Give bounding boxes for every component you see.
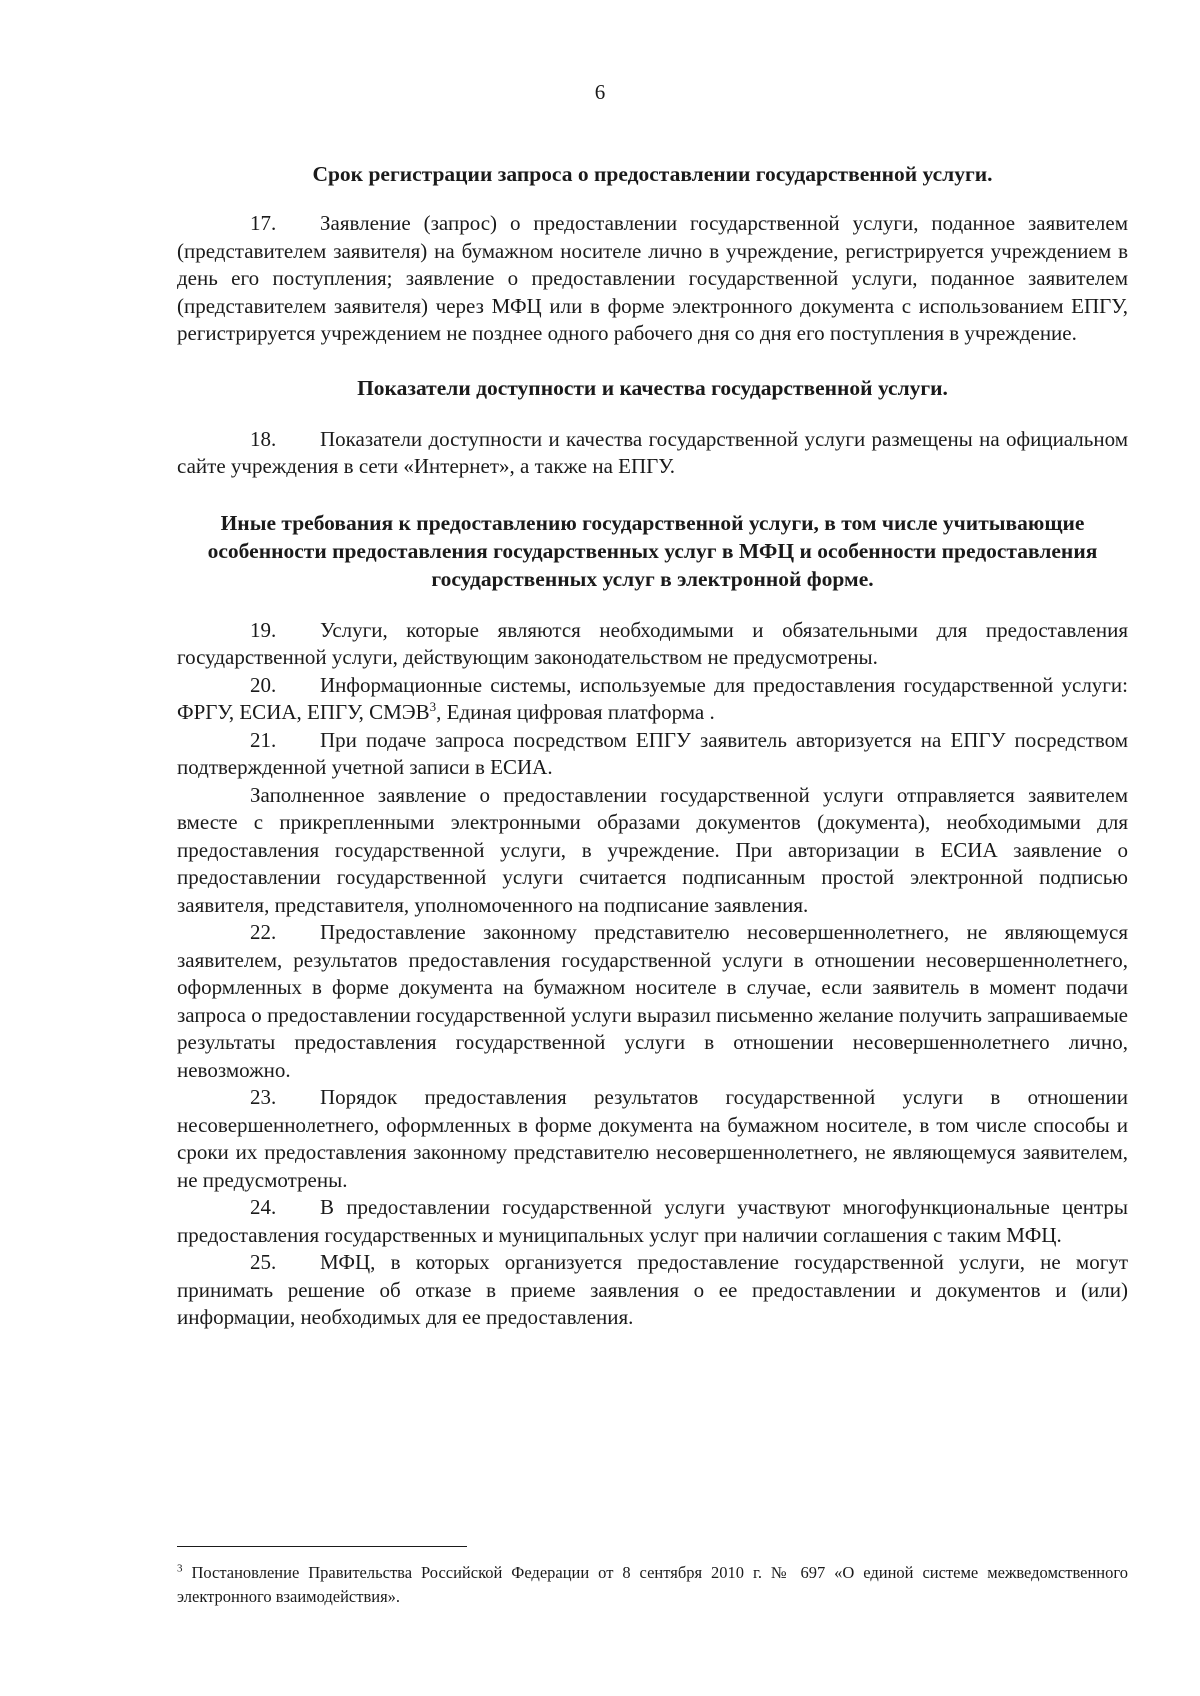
paragraph-number: 22. xyxy=(250,920,277,944)
page-number: 6 xyxy=(594,80,606,104)
paragraph-18 xyxy=(177,426,1128,481)
paragraph-text: Показатели доступности и качества государственной услуги размещены на официальном сайте учреждения в сети «Интернет», а также на ЕПГУ. xyxy=(177,426,1128,478)
footnote-text: Постановление Правительства Российской Федерации от 8 сентября 2010 г. № 697 «О единой системе межведомственного электронного взаимодействия». xyxy=(177,1563,1128,1606)
paragraph-text: При подаче запроса посредством ЕПГУ заявитель авторизуется на ЕПГУ посредством подтвержденной учетной записи в ЕСИА. xyxy=(177,727,1128,779)
paragraph-number: 17. xyxy=(250,211,277,235)
footnote-marker: 3 xyxy=(177,1562,183,1575)
paragraph-text: Заявление (запрос) о предоставлении государственной услуги, поданное заявителем (представителем заявителя) на бумажном носителе лично в учреждение, регистрируется учреждением в день его поступления; заявление о предоставлении государственной услуги, поданное заявителем (представителем заявителя) через МФЦ или в форме электронного документа с использованием ЕПГУ, регистрируется учреждением не позднее одного рабочего дня со дня его поступления в учреждение. xyxy=(177,211,1128,345)
paragraph-number: 24. xyxy=(250,1195,277,1219)
paragraph-text-continued: , Единая цифровая платформа . xyxy=(436,700,715,724)
paragraph-text: Предоставление законному представителю несовершеннолетнего, не являющемуся заявителем, результатов предоставления государственной услуги в отношении несовершеннолетнего, оформленных в форме документа на бумажном носителе в случае, если заявитель в момент подачи запроса о предоставлении государственной услуги выразил письменно желание получить запрашиваемые результаты предоставления государственной услуги в отношении несовершеннолетнего лично, невозможно. xyxy=(177,920,1128,1082)
paragraph-number: 19. xyxy=(250,617,277,642)
paragraph-number: 21. xyxy=(250,727,277,752)
paragraph-23 xyxy=(177,1084,1128,1194)
footnote-divider xyxy=(177,1546,467,1547)
paragraph-25 xyxy=(177,1249,1128,1332)
paragraph-24 xyxy=(177,1194,1128,1249)
footnote xyxy=(177,1561,1128,1609)
paragraph-20 xyxy=(177,672,1128,727)
paragraph-22 xyxy=(177,919,1128,1084)
document-body xyxy=(177,160,1128,1332)
heading-quality: Показатели доступности и качества государственной услуги. xyxy=(357,375,948,400)
paragraph-number: 20. xyxy=(250,672,277,697)
paragraph-text: Информационные системы, используемые для предоставления государственной услуги: ФРГУ, ЕСИА, ЕПГУ, СМЭВ xyxy=(177,672,1128,724)
paragraph-number: 23. xyxy=(250,1085,277,1109)
heading-registration: Срок регистрации запроса о предоставлении государственной услуги. xyxy=(312,162,993,186)
paragraph-19 xyxy=(177,617,1128,672)
paragraph-17 xyxy=(177,210,1128,348)
heading-other-requirements: Иные требования к предоставлению государственной услуги, в том числе учитывающие особенности предоставления государственных услуг в МФЦ и особенности предоставления государственных услуг в электронной форме. xyxy=(207,510,1098,591)
paragraph-number: 25. xyxy=(250,1250,277,1274)
paragraph-text: Порядок предоставления результатов государственной услуги в отношении несовершеннолетнего, оформленных в форме документа на бумажном носителе, в том числе способы и сроки их предоставления законному представителю несовершеннолетнего, не являющемуся заявителем, не предусмотрены. xyxy=(177,1085,1128,1192)
paragraph-21 xyxy=(177,727,1128,782)
paragraph-text: МФЦ, в которых организуется предоставление государственной услуги, не могут принимать решение об отказе в приеме заявления о ее предоставлении и документов и (или) информации, необходимых для ее предоставления. xyxy=(177,1250,1128,1329)
paragraph-text: В предоставлении государственной услуги участвуют многофункциональные центры предоставления государственных и муниципальных услуг при наличии соглашения с таким МФЦ. xyxy=(177,1195,1128,1247)
paragraph-number: 18. xyxy=(250,426,277,451)
footnote-reference: 3 xyxy=(429,699,437,714)
paragraph-text: Услуги, которые являются необходимыми и обязательными для предоставления государственной услуги, действующим законодательством не предусмотрены. xyxy=(177,617,1128,669)
paragraph-21-continuation: Заполненное заявление о предоставлении государственной услуги отправляется заявителем вместе с прикрепленными электронными образами документов (документа), необходимыми для предоставления государственной услуги, в учреждение. При авторизации в ЕСИА заявление о предоставлении государственной услуги считается подписанным простой электронной подписью заявителя, представителя, уполномоченного на подписание заявления. xyxy=(177,782,1128,917)
